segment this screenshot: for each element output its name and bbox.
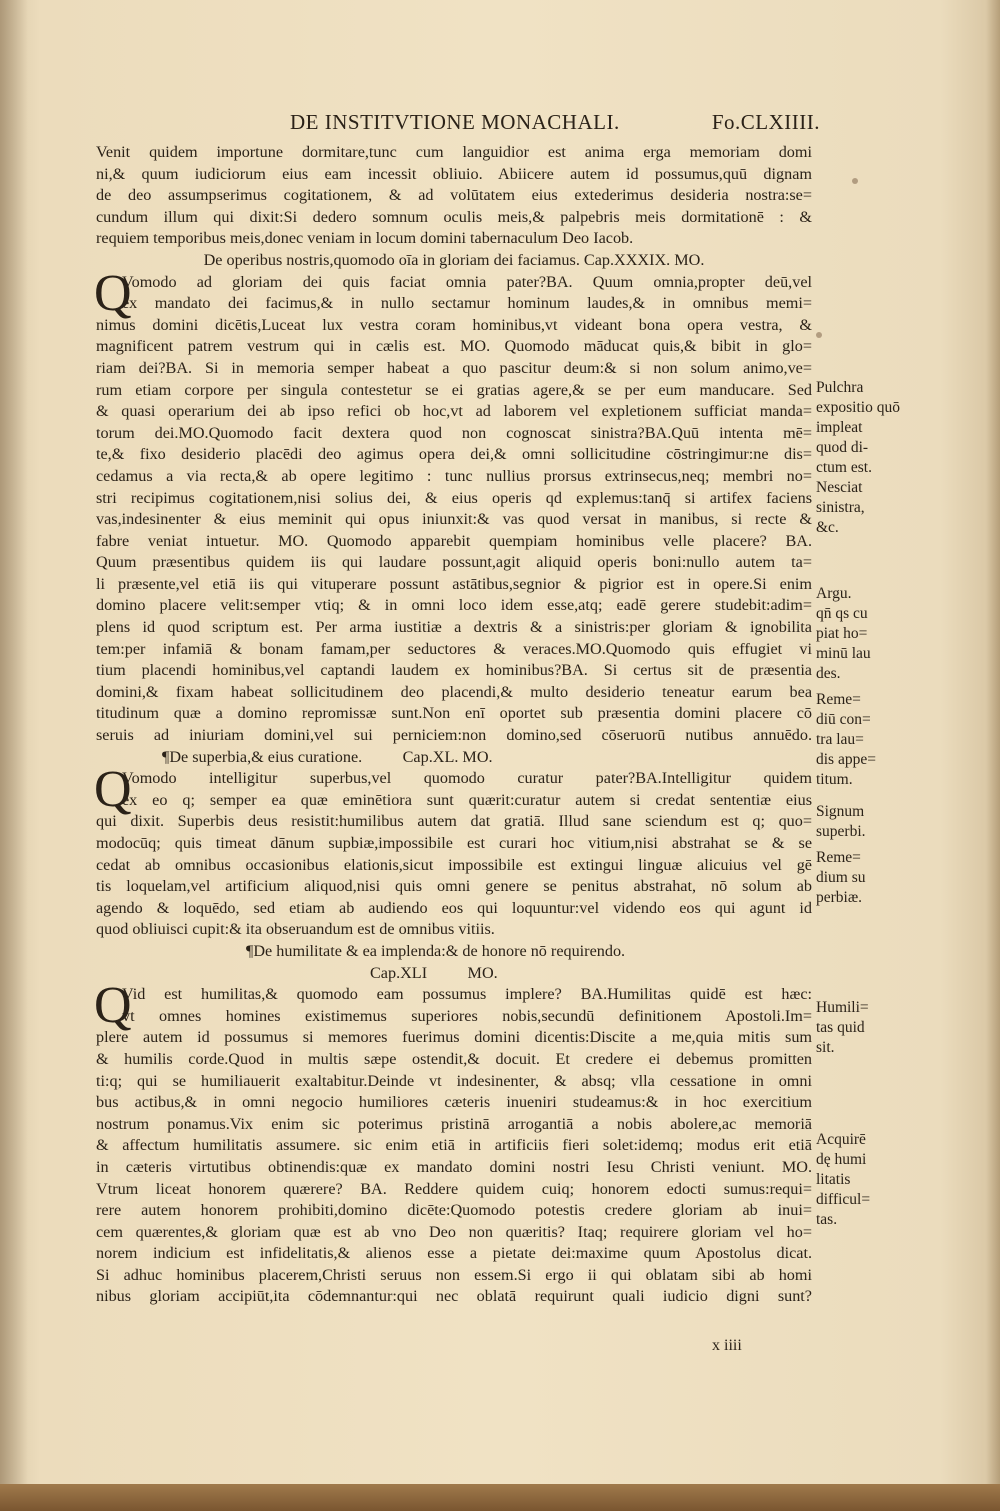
sidenote-line: Signum: [816, 803, 865, 820]
text-line: Vid est humilitas,& quomodo eam possumus implere? BA.Humilitas quidē est hæc:: [122, 985, 812, 1004]
text-line: stri recipimus cogitationem,nisi solius dei, & eius operis qd explemus:tanq̄ si artifex faciens: [96, 488, 812, 507]
sidenote-line: difficul=: [816, 1191, 871, 1208]
sidenote-line: superbi.: [816, 823, 866, 840]
text-line: ti:q; qui se humiliauerit exaltabitur.Deinde vt indesinenter, & absq; vlla cessatione in omni: [96, 1071, 812, 1090]
text-line: de deo assumpserimus cogitationem, & ad volūtatem eius extederimus desideria nostra:se=: [96, 186, 812, 205]
sidenote-line: impleat: [816, 419, 863, 436]
ink-speck: [816, 332, 822, 338]
text-line: fabre veniat intuetur. MO. Quomodo apparebit quempiam hominibus velle placere? BA.: [96, 531, 812, 550]
text-line: Vomodo ad gloriam dei quis faciat omnia pater?BA. Quum omnia,propter deū,vel: [122, 272, 812, 291]
sidenote-line: Reme=: [816, 691, 861, 708]
drop-cap: Q: [94, 977, 132, 1035]
text-line: norem indicium est infidelitatis,& alienos esse a pietate dei:maxime quum Apostolus dicat.: [96, 1244, 812, 1263]
sidenote-line: tas.: [816, 1211, 838, 1228]
sidenote-line: sinistra,: [816, 499, 865, 516]
text-line: Vomodo intelligitur superbus,vel quomodo curatur pater?BA.Intelligitur quidem: [122, 769, 812, 788]
drop-cap: Q: [94, 264, 132, 322]
sidenote-line: perbiæ.: [816, 889, 863, 906]
text-line: rum etiam corpore per singula contestetur se ei gratias agere,& se per eum manducare. Sed: [96, 380, 812, 399]
running-title: DE INSTITVTIONE MONACHALI.: [290, 110, 620, 134]
folio-number: Fo.CLXIIII.: [711, 110, 820, 134]
text-line: vas,indesinenter & eius meminit qui opus iniunxit:& vas quod versat in manibus, si recte &: [96, 510, 812, 529]
text-line: ni,& quum iudiciorum eius eam incessit obliuio. Abiicere autem id possumus,quū dignam: [96, 164, 812, 183]
text-line: plere autem id possumus si memores fuerimus domini dicentis:Discite a me,quia mitis sum: [96, 1028, 812, 1047]
chapter-heading-41: ¶De humilitate & ea implenda:& de honore nō requirendo.: [246, 941, 626, 960]
sidenote-humilitas: [816, 998, 896, 1058]
sidenote-line: Humili=: [816, 999, 869, 1016]
text-line: seruis ad iniuriam domini,vel sui perniciem:non domino,sed cōseruorū nutibus annuēdo.: [96, 726, 812, 745]
text-line: riam dei?BA. Si in memoria semper habeat a quo pascitur deum:& si non solum animo,ve=: [96, 358, 812, 377]
text-line: tis loquelam,vel artificium aliquod,nisi quis omni genere se penitus abstrahat, nō solum ab: [96, 877, 812, 896]
sidenote-line: des.: [816, 665, 841, 682]
chapter-heading-39: De operibus nostris,quomodo oīa in gloriam dei faciamus. Cap.XXXIX. MO.: [203, 250, 705, 269]
sidenote-line: litatis: [816, 1171, 851, 1188]
text-line: & humilis corde.Quod in multis sæpe ostendit,& docuit. Et credere ei debemus promitten: [96, 1049, 812, 1068]
sidenote-line: Argu.: [816, 585, 852, 602]
sidenote-remedium-superbiae: [816, 848, 896, 908]
chapter-40-body: [94, 761, 812, 941]
text-line: magnificent patrem vestrum qui in cælis est. MO. Quomodo māducat quis,& bibit in glo=: [96, 337, 812, 356]
sidenote-line: piat ho=: [816, 625, 868, 642]
sidenote-line: Reme=: [816, 849, 861, 866]
sidenote-line: Nesciat: [816, 479, 863, 496]
chapter-41-body: [94, 977, 812, 1308]
text-line: cem quærentes,& gloriam quæ est ab vno Deo non quæritis? Itaq; requirere gloriam vel ho=: [96, 1222, 812, 1241]
text-line: ex mandato dei facimus,& in nullo sectamur hominum laudes,& in omnibus memi=: [122, 294, 812, 313]
sidenote-line: diū con=: [816, 711, 871, 728]
sidenote-line: Acquirē: [816, 1131, 866, 1148]
text-line: ex eo q; semper ea quæ eminētiora sunt quærit:curatur autem si credat sententiæ eius: [122, 790, 812, 809]
text-line: cedat ab omnibus occasionibus elationis,sicut impossibile est extingui linguæ alicuius vel gē: [96, 855, 812, 874]
text-line: Vtrum liceat honorem quærere? BA. Reddere quidem cuiq; honorem edocti sumus:requi=: [96, 1179, 812, 1198]
text-line: te,& fixo desiderio placēdi deo agimus opera dei,& omni sollicitudine cōstringimur:ne dis=: [96, 445, 812, 464]
drop-cap: Q: [94, 761, 132, 819]
text-line: titudinum quæ a domino repromissæ sunt.Non enī oportet sub præsentia domini placere cō: [96, 704, 812, 723]
main-text: [96, 142, 812, 1308]
sidenote-pulchra: [816, 378, 900, 538]
sidenote-line: Pulchra: [816, 379, 864, 396]
sidenote-argu: [816, 584, 896, 684]
text-line: torum dei.MO.Quomodo facit dextera quod non cognoscat sinistra?BA.Quū intenta mē=: [96, 423, 812, 442]
page-edge: [986, 0, 1000, 1490]
book-cover-edge: [0, 1484, 1000, 1511]
ink-speck: [852, 178, 858, 184]
text-line: plens id quod scriptum est. Per arma iustitiæ a dextris & a sinistris:per gloriam & ignobilita: [96, 618, 812, 637]
sidenote-line: &c.: [816, 519, 839, 536]
signature-mark: x iiii: [712, 1337, 742, 1354]
text-line: domino placere velit:semper vtiq; & in omni loco idem esse,atq; eadē gerere studebit:adim=: [96, 596, 812, 615]
text-line: vt omnes homines existimemus superiores nobis,secundū definitionem Apostoli.Im=: [122, 1006, 812, 1025]
text-line: Venit quidem importune dormitare,tunc cum languidior est anima erga memoriam domi: [96, 143, 812, 161]
chapter-heading-40: ¶De superbia,& eius curatione. Cap.XL. MO.: [162, 747, 493, 766]
text-line: agendo & loquēdo, sed etiam ab audiendo eos qui loquuntur:vel videndo eos qui agunt id: [96, 898, 812, 917]
sidenote-line: quod di-: [816, 439, 869, 456]
sidenote-line: expositio quō: [816, 399, 900, 416]
text-line: cedamus a via recta,& ab opere legitimo : tunc nullius prorsus extrinsecus,neq; membri no=: [96, 466, 812, 485]
text-line: modocūq; quis timeat dānum supbiæ,impossibile est curari hoc vitium,nisi abstrahat se & se: [96, 834, 812, 852]
spine-shadow: [0, 0, 28, 1490]
text-line: li præsente,vel etiā iis qui vituperare possunt astātibus,segnior & pigrior est in opere.Si enim: [96, 574, 812, 593]
sidenote-line: sit.: [816, 1039, 835, 1056]
sidenote-line: tas quid: [816, 1019, 865, 1036]
sidenote-line: dium su: [816, 869, 866, 886]
text-line: in cæteris virtutibus obtinendis:quæ ex mandato domini nostri Iesu Christi veniunt. MO.: [96, 1157, 812, 1176]
sidenote-line: tra lau=: [816, 731, 864, 748]
text-line: tium placendi hominibus,vel captandi laudem ex hominibus?BA. Si certus sit de præsentia: [96, 661, 812, 680]
text-line: bus actibus,& in omni negocio humiliores cæteris inueniri studeamus:& in hoc exercitium: [96, 1093, 812, 1112]
text-line: & quasi operarium dei ab ipso refici ob hoc,vt ad laborem vel expletionem sufficiat manda=: [96, 402, 812, 421]
running-head: [290, 110, 820, 140]
sidenote-line: ctum est.: [816, 459, 872, 476]
text-line: Quum præsentibus quidem iis qui laudare possunt,agit aliquid operis boni:nullo autem ta=: [96, 553, 812, 572]
chapter-number-41: Cap.XLI MO.: [370, 963, 498, 982]
text-line: requiem temporibus meis,donec veniam in locum domini tabernaculum Deo Iacob.: [96, 229, 634, 248]
sidenote-line: minū lau: [816, 645, 871, 662]
sidenote-line: dę humi: [816, 1151, 867, 1168]
text-line: qui dixit. Superbis deus resistit:humilibus autem dat gratiā. Illud sane sciendum est q; quo=: [96, 812, 812, 831]
text-line: domini,& fixam habeat sollicitudinem deo placendi,& multo desiderio teneatur earum bea: [96, 682, 812, 701]
text-line: nimus domini dicētis,Luceat lux vestra coram hominibus,vt videant bona opera vestra, &: [96, 315, 812, 334]
text-line: nostrum ponamus.Vix enim sic poterimus pristinā arrogantiā a nobis abolere,ac memoriā: [96, 1114, 812, 1133]
sidenote-line: qn̄ qs cu: [816, 605, 868, 622]
sidenote-signum: [816, 802, 896, 842]
sidenote-line: titum.: [816, 771, 853, 788]
text-line: quod obliuisci cupit:& ita obseruandum est de omnibus vitiis.: [96, 920, 495, 939]
text-line: nibus gloriam accipiūt,ita cōdemnantur:qui nec oblatā requirunt quali iudicio digni sunt?: [96, 1287, 812, 1306]
text-line: tem:per infamiā & bonam famam,per seductores & veraces.MO.Quomodo quis effugiet vi: [96, 639, 812, 658]
chapter-39-body: [94, 264, 812, 747]
sidenote-remedium-laudis: [816, 690, 896, 790]
sidenote-acquirendae: [816, 1130, 896, 1230]
text-line: & affectum humilitatis assumere. sic enim etiā in artificiis fieri solet:idemq; modus erit etiā: [96, 1136, 812, 1155]
text-line: rere autem honorem prohibiti,domino dicēte:Quomodo potestis credere gloriam ab inui=: [96, 1201, 812, 1220]
text-line: Si adhuc hominibus placerem,Christi seruus non essem.Si ergo ii qui oblatam sibi ab homi: [96, 1265, 812, 1284]
text-line: cundum illum qui dixit:Si dedero somnum oculis meis,& palpebris meis dormitationē : &: [96, 207, 812, 226]
sidenote-line: dis appe=: [816, 751, 876, 768]
